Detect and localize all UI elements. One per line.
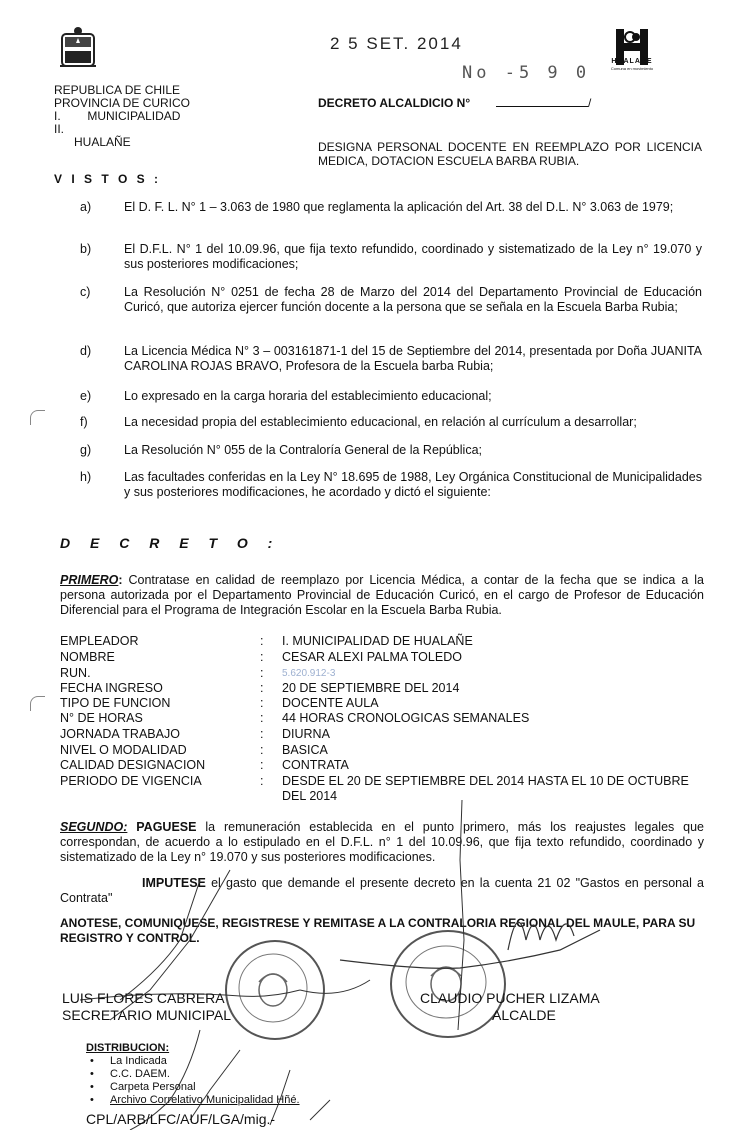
field-value: I. MUNICIPALIDAD DE HUALAÑE [282, 634, 473, 648]
item-letter: g) [80, 443, 92, 457]
date-stamp: 2 5 SET. 2014 [330, 34, 463, 53]
item-letter: d) [80, 344, 92, 358]
decree-label: DECRETO ALCALDICIO N° [318, 96, 471, 110]
field-value: DIURNA [282, 727, 330, 741]
vistos-item [60, 242, 702, 272]
item-letter: c) [80, 285, 91, 299]
segundo-text: la remuneración establecida en el punto primero, más los reajustes legales que correspondan, de acuerdo a lo estipulado en el D.F.L. n° 1 del 10.09.96, que fija texto refundido, coordinado y sistematizado de la Ley n° 19.070 y sus posteriores modificaciones. [60, 820, 705, 864]
field-value: CONTRATA [282, 758, 349, 772]
vistos-item [60, 470, 702, 500]
logo-tagline: Comuna en movimiento [610, 66, 654, 71]
item-text: El D.F.L. N° 1 del 10.09.96, que fija texto refundido, coordinado y sistematizado de la Ley n° 19.070 y sus posteriores modificaciones; [124, 242, 702, 271]
item-text: Lo expresado en la carga horaria del establecimiento educacional; [124, 389, 492, 403]
issuer-line: I. MUNICIPALIDAD [54, 109, 181, 123]
mayor-role: ALCALDE [492, 1007, 556, 1023]
field-label: FECHA INGRESO [60, 681, 163, 695]
author-initials: CPL/ARB/LFC/AUF/LGA/mig.- [86, 1111, 276, 1127]
field-label: NOMBRE [60, 650, 115, 664]
imputese-bold: IMPUTESE [142, 876, 206, 890]
decree-subject: DESIGNA PERSONAL DOCENTE EN REEMPLAZO POR LICENCIA MEDICA, DOTACION ESCUELA BARBA RUBIA. [318, 140, 702, 168]
secretary-name: LUIS FLORES CABRERA [62, 990, 225, 1006]
field-value: 5.620.912-3 [282, 668, 336, 679]
segundo-label: SEGUNDO: [60, 820, 128, 834]
field-label: JORNADA TRABAJO [60, 727, 180, 741]
primero-text: Contratase en calidad de reemplazo por Licencia Médica, a contar de la fecha que se indica a la persona autorizada por el Departamento Provincial de Educación Curicó, en el cargo de Profesor de Educación Diferencial para el Programa de Integración Escolar en la Escuela Barba Rubia. [60, 573, 704, 617]
field-label: CALIDAD DESIGNACION [60, 758, 206, 772]
field-label: RUN. [60, 666, 91, 680]
imputese-text: el gasto que demande el presente decreto en la cuenta 21 02 "Gastos en personal a Contrata" [60, 876, 704, 905]
anotese-paragraph: ANOTESE, COMUNIQUESE, REGISTRESE Y REMITASE A LA CONTRALORIA REGIONAL DEL MAULE, PARA SU REGISTRO Y CONTROL. [60, 916, 696, 945]
field-separator: : [260, 634, 264, 648]
field-label: NIVEL O MODALIDAD [60, 743, 187, 757]
vistos-item [60, 344, 702, 374]
item-letter: a) [80, 200, 92, 214]
field-separator: : [260, 743, 264, 757]
item-letter: f) [80, 415, 88, 429]
distribution-heading: DISTRIBUCION: [86, 1042, 170, 1054]
list-item: • C.C. DAEM. [90, 1068, 300, 1081]
item-text: El D. F. L. N° 1 – 3.063 de 1980 que reglamenta la aplicación del Art. 38 del D.L. N° 3.063 de 1979; [124, 200, 674, 214]
issuer-line: II. [54, 122, 65, 136]
decreto-heading: D E C R E T O : [60, 535, 281, 551]
margin-mark [30, 696, 45, 711]
vistos-item [60, 285, 702, 315]
issuer-line: PROVINCIA DE CURICO [54, 96, 191, 110]
item-text: La Resolución N° 055 de la Contraloría General de la República; [124, 443, 482, 457]
vistos-item [60, 443, 702, 458]
mayor-signature-block [420, 990, 640, 1024]
field-separator: : [260, 711, 264, 725]
field-separator: : [260, 696, 264, 710]
item-text: La Licencia Médica N° 3 – 003161871-1 del 15 de Septiembre del 2014, presentada por Doña JUANITA CAROLINA ROJAS BRAVO, Profesora de la Escuela barba Rubia; [124, 344, 702, 373]
secretary-signature-block [62, 990, 282, 1024]
distribution-list [90, 1055, 300, 1107]
list-item: • La Indicada [90, 1055, 300, 1068]
item-text: La Resolución N° 0251 de fecha 28 de Marzo del 2014 del Departamento Provincial de Educación Curicó, que autoriza ejercer función docente a la persona que se señala en la Escuela Barba Rubia; [124, 285, 702, 314]
primero-paragraph [60, 573, 704, 618]
primero-label: PRIMERO [60, 573, 119, 587]
vistos-item [60, 389, 702, 404]
logo-name: HUALAÑE [611, 58, 653, 65]
item-letter: e) [80, 389, 92, 403]
field-label: PERIODO DE VIGENCIA [60, 774, 202, 788]
vistos-heading: V I S T O S : [54, 172, 162, 186]
field-label: TIPO DE FUNCION [60, 696, 171, 710]
decree-slash: / [588, 96, 592, 110]
vistos-item [60, 415, 702, 430]
field-value: 44 HORAS CRONOLOGICAS SEMANALES [282, 711, 530, 725]
issuer-line: REPUBLICA DE CHILE [54, 83, 181, 97]
decree-number-stamp: No ‑5 9 0 [462, 63, 591, 83]
segundo-bold: PAGUESE [127, 820, 197, 834]
field-value: DESDE EL 20 DE SEPTIEMBRE DEL 2014 HASTA EL 10 DE OCTUBRE DEL 2014 [282, 774, 689, 803]
field-value: BASICA [282, 743, 328, 757]
list-item [90, 1094, 300, 1107]
field-value: CESAR ALEXI PALMA TOLEDO [282, 650, 462, 664]
issuer-block [54, 84, 244, 149]
secretary-role: SECRETARIO MUNICIPAL [62, 1007, 232, 1023]
primero-colon: : [118, 573, 123, 587]
mayor-name: CLAUDIO PUCHER LIZAMA [420, 990, 600, 1006]
field-label: N° DE HORAS [60, 711, 143, 725]
item-text: La necesidad propia del establecimiento educacional, en relación al currículum a desarrollar; [124, 415, 637, 429]
field-value: 20 DE SEPTIEMBRE DEL 2014 [282, 681, 460, 695]
item-letter: b) [80, 242, 92, 256]
field-separator: : [260, 758, 264, 772]
field-separator: : [260, 681, 264, 695]
list-item: • Carpeta Personal [90, 1081, 300, 1094]
margin-mark [30, 410, 45, 425]
list-item-text: Archivo Correlativo Municipalidad Hñé. [110, 1094, 300, 1106]
field-separator: : [260, 650, 264, 664]
field-value: DOCENTE AULA [282, 696, 379, 710]
field-separator: : [260, 774, 264, 788]
issuer-line: HUALAÑE [54, 135, 131, 149]
field-separator: : [260, 666, 264, 680]
item-text: Las facultades conferidas en la Ley N° 18.695 de 1988, Ley Orgánica Constitucional de Municipalidades y sus posteriores modificaciones, he acordado y dictó el siguiente: [124, 470, 702, 499]
field-separator: : [260, 727, 264, 741]
decree-number-line [496, 106, 588, 107]
chile-coat-of-arms-icon [60, 26, 96, 70]
item-letter: h) [80, 470, 92, 484]
field-label: EMPLEADOR [60, 634, 139, 648]
vistos-item [60, 200, 702, 215]
